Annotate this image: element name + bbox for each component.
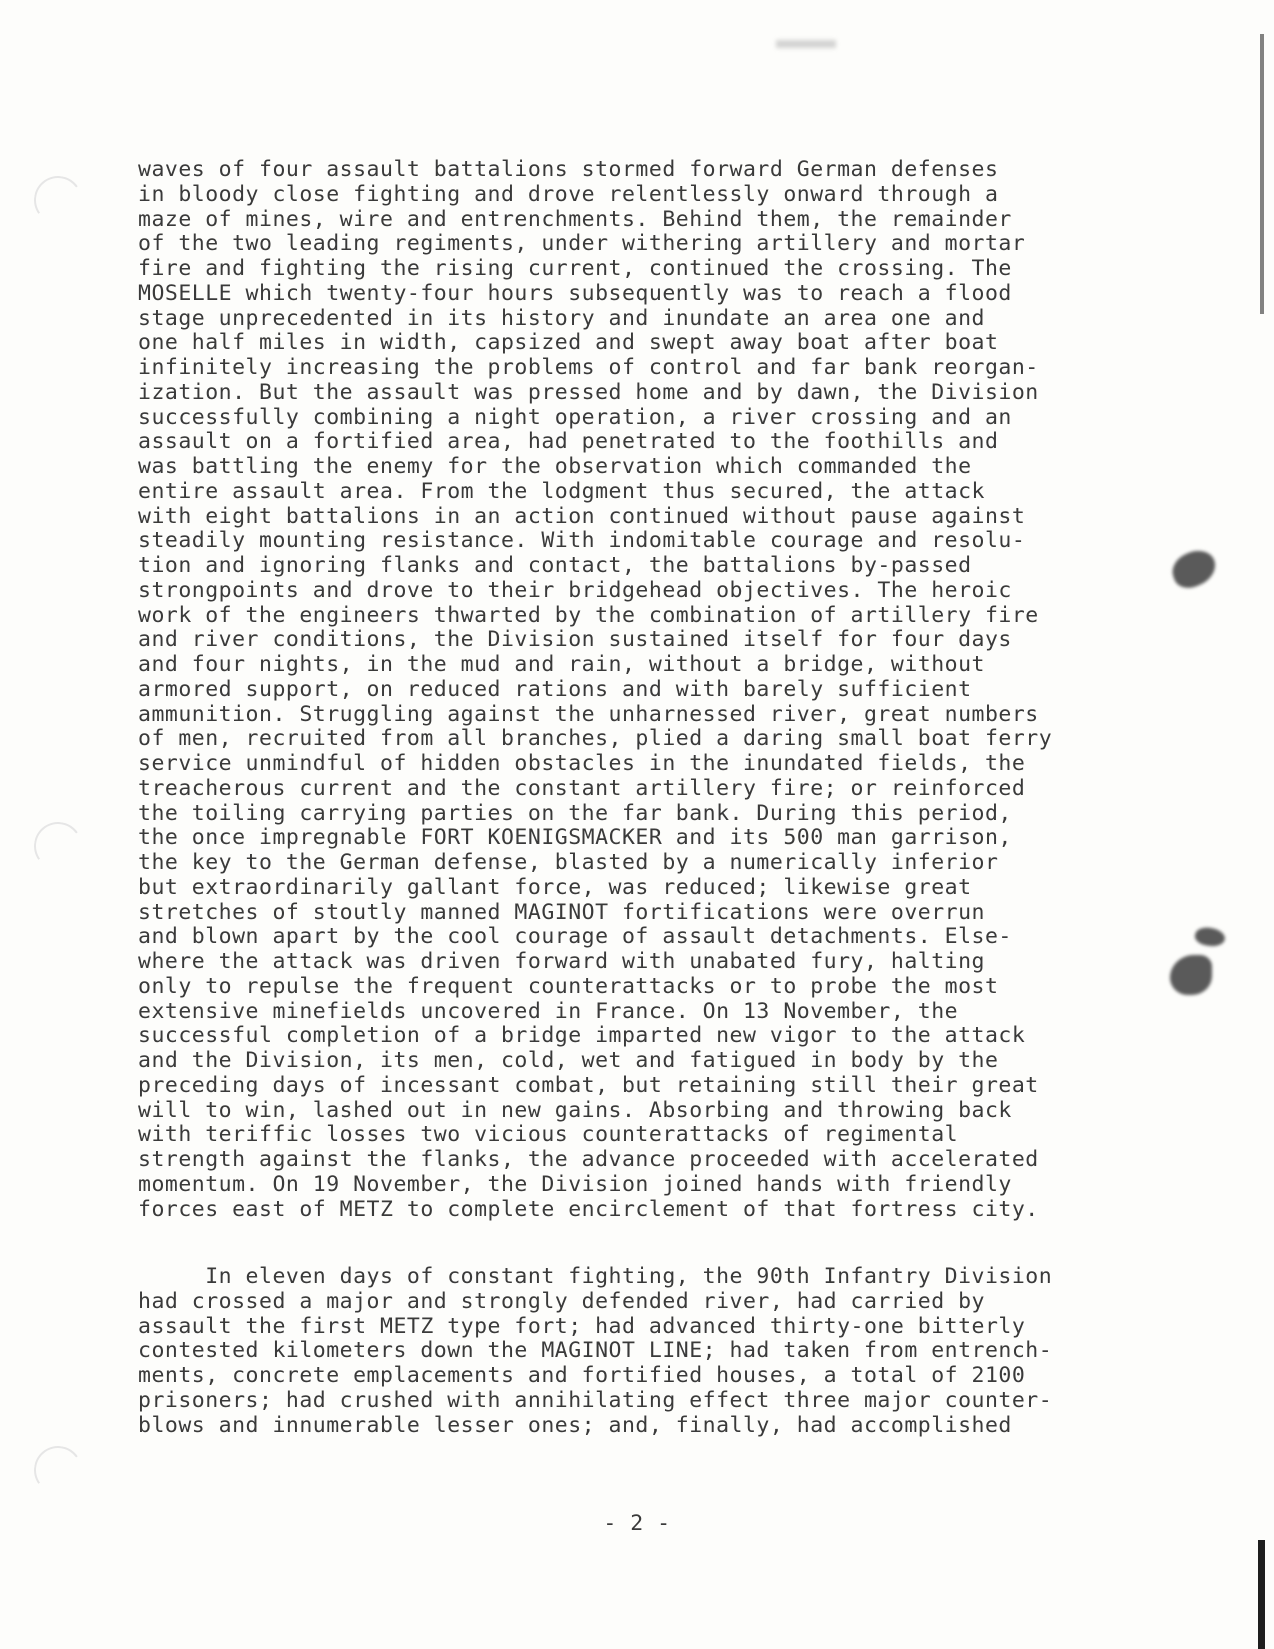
text-line: strongpoints and drove to their bridgehead objectives. The heroic xyxy=(138,577,1012,603)
text-line: will to win, lashed out in new gains. Absorbing and throwing back xyxy=(138,1097,1012,1123)
text-line: with eight battalions in an action continued without pause against xyxy=(138,503,1026,529)
text-line: armored support, on reduced rations and with barely sufficient xyxy=(138,676,972,702)
page-number: - 2 - xyxy=(603,1511,671,1536)
ink-blot xyxy=(1170,955,1212,995)
text-line: stretches of stoutly manned MAGINOT fortifications were overrun xyxy=(138,899,985,925)
ink-blot xyxy=(1168,546,1221,593)
text-line: successful completion of a bridge imparted new vigor to the attack xyxy=(138,1023,1026,1049)
text-line: and river conditions, the Division sustained itself for four days xyxy=(138,627,1012,653)
text-line: of men, recruited from all branches, plied a daring small boat ferry xyxy=(138,726,1053,752)
text-line: entire assault area. From the lodgment thus secured, the attack xyxy=(138,478,985,504)
punch-hole-mark xyxy=(30,1442,86,1498)
text-line: only to repulse the frequent counterattacks or to probe the most xyxy=(138,973,999,999)
text-line: MOSELLE which twenty-four hours subsequently was to reach a flood xyxy=(138,280,1012,306)
punch-hole-mark xyxy=(30,818,86,874)
text-line: work of the engineers thwarted by the combination of artillery fire xyxy=(138,602,1039,628)
text-line: infinitely increasing the problems of control and far bank reorgan- xyxy=(138,355,1039,380)
text-line: had crossed a major and strongly defended river, had carried by xyxy=(138,1288,985,1314)
text-line: waves of four assault battalions stormed forward German defenses xyxy=(138,157,999,182)
text-line: where the attack was driven forward with unabated fury, halting xyxy=(138,949,985,974)
body-paragraph xyxy=(138,158,1052,1222)
text-line: in bloody close fighting and drove relentlessly onward through a xyxy=(138,181,999,207)
text-line: extensive minefields uncovered in France. On 13 November, the xyxy=(138,998,959,1024)
text-line: fire and fighting the rising current, continued the crossing. The xyxy=(138,256,1012,281)
text-line: treacherous current and the constant artillery fire; or reinforced xyxy=(138,775,1026,801)
ink-blot xyxy=(1193,925,1226,949)
text-line: prisoners; had crushed with annihilating effect three major counter- xyxy=(138,1387,1053,1413)
scan-smudge xyxy=(776,40,836,48)
text-line: assault the first METZ type fort; had advanced thirty-one bitterly xyxy=(138,1313,1026,1339)
text-line: service unmindful of hidden obstacles in the inundated fields, the xyxy=(138,751,1026,776)
text-line: the key to the German defense, blasted by a numerically inferior xyxy=(138,850,999,875)
text-line: forces east of METZ to complete encirclement of that fortress city. xyxy=(138,1196,1039,1222)
text-line: successfully combining a night operation, a river crossing and an xyxy=(138,404,1012,430)
text-line: with teriffic losses two vicious counterattacks of regimental xyxy=(138,1122,959,1148)
text-line: stage unprecedented in its history and inundate an area one and xyxy=(138,305,985,331)
text-line: of the two leading regiments, under withering artillery and mortar xyxy=(138,231,1026,257)
text-line: was battling the enemy for the observation which commanded the xyxy=(138,454,972,479)
text-line: contested kilometers down the MAGINOT LINE; had taken from entrench- xyxy=(138,1338,1053,1364)
text-line: but extraordinarily gallant force, was reduced; likewise great xyxy=(138,874,972,900)
text-line: strength against the flanks, the advance proceeded with accelerated xyxy=(138,1147,1039,1172)
text-line: tion and ignoring flanks and contact, the battalions by-passed xyxy=(138,553,972,578)
text-line: momentum. On 19 November, the Division joined hands with friendly xyxy=(138,1171,1012,1197)
text-line: maze of mines, wire and entrenchments. Behind them, the remainder xyxy=(138,206,1012,232)
text-line: assault on a fortified area, had penetrated to the foothills and xyxy=(138,429,999,455)
text-line: ments, concrete emplacements and fortified houses, a total of 2100 xyxy=(138,1363,1026,1388)
text-line: preceding days of incessant combat, but retaining still their great xyxy=(138,1072,1039,1098)
text-line: the toiling carrying parties on the far bank. During this period, xyxy=(138,800,1012,826)
text-line: In eleven days of constant fighting, the 90th Infantry Division xyxy=(138,1264,1053,1289)
scan-edge-shadow xyxy=(1260,34,1264,314)
text-line: ization. But the assault was pressed home and by dawn, the Division xyxy=(138,379,1039,405)
text-line: ammunition. Struggling against the unharnessed river, great numbers xyxy=(138,701,1039,727)
scan-edge-shadow xyxy=(1258,1540,1265,1649)
punch-hole-mark xyxy=(30,172,86,228)
text-line: and blown apart by the cool courage of assault detachments. Else- xyxy=(138,924,1012,950)
text-line: blows and innumerable lesser ones; and, finally, had accomplished xyxy=(138,1412,1012,1438)
text-line: and four nights, in the mud and rain, without a bridge, without xyxy=(138,652,985,677)
body-paragraph xyxy=(138,1265,1052,1438)
text-line: one half miles in width, capsized and swept away boat after boat xyxy=(138,330,999,356)
text-line: and the Division, its men, cold, wet and fatigued in body by the xyxy=(138,1048,999,1073)
text-line: the once impregnable FORT KOENIGSMACKER and its 500 man garrison, xyxy=(138,825,1012,851)
text-line: steadily mounting resistance. With indomitable courage and resolu- xyxy=(138,528,1026,554)
